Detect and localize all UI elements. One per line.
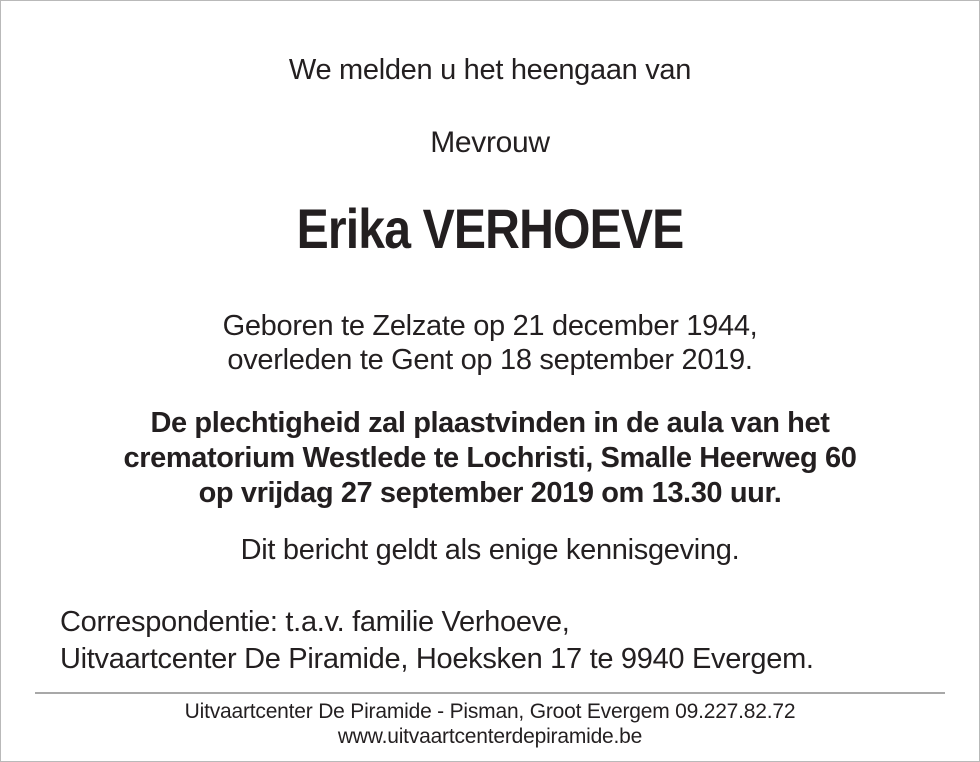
ceremony-line: op vrijdag 27 september 2019 om 13.30 uur. bbox=[198, 477, 782, 509]
footer-company: Uitvaartcenter De Piramide - Pisman, Groot Evergem 09.227.82.72 bbox=[184, 700, 796, 723]
correspondence-block bbox=[60, 604, 814, 678]
ceremony-line: crematorium Westlede te Lochristi, Smalle Heerweg 60 bbox=[123, 442, 857, 474]
deceased-name: Erika VERHOEVE bbox=[296, 197, 684, 260]
birth-line: Geboren te Zelzate op 21 december 1944, bbox=[222, 310, 758, 342]
footer-divider bbox=[35, 692, 945, 694]
correspondence-line: Correspondentie: t.a.v. familie Verhoeve, bbox=[60, 606, 570, 638]
death-line: overleden te Gent op 18 september 2019. bbox=[227, 344, 753, 376]
notice-statement: Dit bericht geldt als enige kennisgeving. bbox=[240, 534, 740, 566]
dates-block bbox=[0, 309, 980, 377]
footer bbox=[0, 699, 980, 749]
footer-website-link[interactable]: www.uitvaartcenterdepiramide.be bbox=[337, 725, 643, 748]
ceremony-block bbox=[0, 406, 980, 511]
honorific: Mevrouw bbox=[430, 126, 550, 159]
intro-text: We melden u het heengaan van bbox=[288, 54, 692, 86]
ceremony-line: De plechtigheid zal plaastvinden in de aula van het bbox=[150, 407, 830, 439]
correspondence-line: Uitvaartcenter De Piramide, Hoeksken 17 te 9940 Evergem. bbox=[60, 643, 814, 675]
